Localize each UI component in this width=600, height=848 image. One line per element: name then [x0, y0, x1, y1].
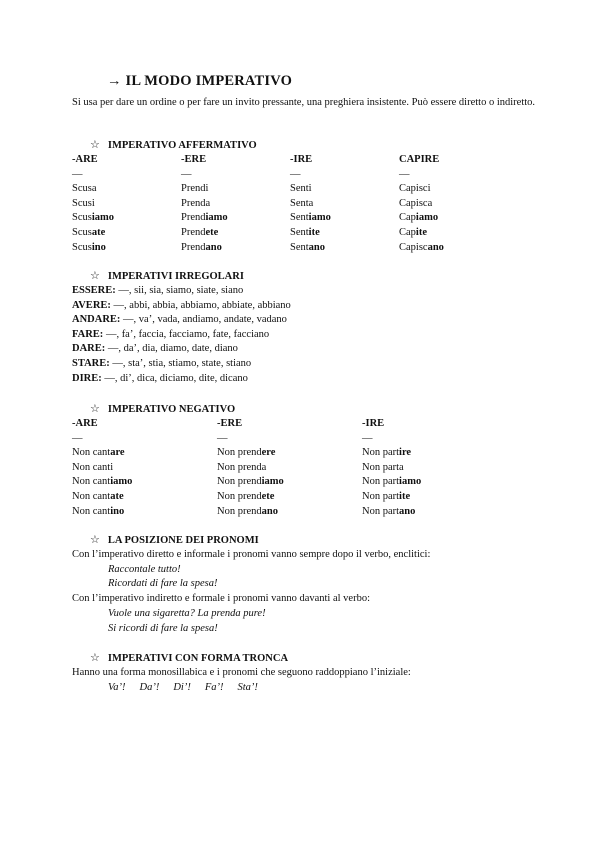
tronca-form: Da’!: [139, 681, 160, 693]
cell-stem: Non cant: [72, 476, 111, 488]
verb-forms: —, fa’, faccia, facciamo, fate, facciano: [103, 328, 270, 340]
star-icon: ☆: [90, 403, 100, 415]
cell-stem: Scus: [72, 212, 92, 224]
column-header: -IRE: [290, 154, 313, 165]
table-row: [72, 461, 542, 476]
cell-ending: ete: [205, 226, 219, 238]
cell-ending: ino: [91, 241, 106, 253]
column-header: -IRE: [362, 418, 385, 429]
cell-ending: iamo: [261, 476, 284, 488]
table-cell: [362, 461, 507, 476]
table-cell: [362, 475, 507, 490]
section-negativo: [72, 402, 542, 519]
tronca-forms: [72, 681, 542, 696]
cell-ending: ite: [415, 226, 427, 238]
table-cell: [72, 461, 217, 476]
cell-stem: Non cant: [72, 490, 111, 502]
example-text: Vuole una sigaretta? La prenda pure!: [108, 607, 266, 619]
cell-stem: Capisc: [399, 241, 428, 253]
cell-stem: Non part: [362, 447, 400, 459]
table-row: [72, 182, 542, 197]
rule-text: Hanno una forma monosillabica e i pronomi che seguono raddoppiano l’iniziale:: [72, 667, 411, 678]
table-cell: [362, 490, 507, 505]
table-row: [72, 226, 542, 241]
table-cell: [72, 446, 217, 461]
cell-stem: Senti: [290, 183, 312, 195]
table-cell: [290, 182, 399, 197]
star-icon: ☆: [90, 270, 100, 282]
cell-ending: ino: [110, 505, 125, 517]
cell-stem: Non parta: [362, 461, 404, 473]
verb-forms: —, di’, dica, diciamo, dite, dicano: [101, 372, 248, 384]
dash-cell: —: [362, 432, 373, 444]
cell-stem: Prend: [181, 241, 206, 253]
cell-stem: Sent: [290, 226, 309, 238]
cell-stem: Scusa: [72, 183, 97, 195]
table-cell: [399, 197, 508, 212]
rule-text: Con l’imperativo indiretto e formale i pronomi vanno davanti al verbo:: [72, 593, 371, 605]
irregular-item: [72, 357, 542, 372]
table-cell: [217, 446, 362, 461]
table-row: [72, 505, 542, 520]
table-cell: [217, 475, 362, 490]
irregular-item: [72, 284, 542, 299]
table-body: [72, 182, 542, 255]
cell-ending: iamo: [110, 476, 133, 488]
table-cell: [217, 490, 362, 505]
table-cell: [72, 211, 181, 226]
table-header-row: [72, 153, 542, 168]
table-cell: [399, 241, 508, 256]
table-body: [72, 446, 542, 519]
cell-stem: Prend: [181, 212, 206, 224]
cell-ending: iamo: [205, 212, 228, 224]
verb-name: ESSERE:: [72, 285, 116, 296]
cell-ending: iamo: [415, 212, 439, 224]
table-cell: [362, 446, 507, 461]
cell-stem: Sent: [290, 212, 309, 224]
irregular-item: [72, 342, 542, 357]
page-title: → IL MODO IMPERATIVO: [107, 73, 293, 89]
table-row: [72, 475, 542, 490]
table-cell: [181, 211, 290, 226]
table-cell: [290, 241, 399, 256]
tronca-form: Di’!: [173, 681, 191, 693]
section-heading: [72, 269, 542, 284]
table-row: [72, 490, 542, 505]
cell-ending: ano: [427, 241, 444, 253]
tronca-form: Va’!: [108, 681, 126, 693]
cell-ending: are: [110, 447, 125, 459]
cell-ending: ano: [261, 505, 278, 517]
table-cell: [72, 505, 217, 520]
verb-forms: —, abbi, abbia, abbiamo, abbiate, abbiano: [110, 299, 291, 311]
verb-name: DIRE:: [72, 372, 102, 384]
table-cell: [72, 241, 181, 256]
verb-name: DARE:: [72, 343, 106, 355]
table-cell: [290, 211, 399, 226]
dash-cell: —: [399, 168, 410, 180]
table-cell: [181, 182, 290, 197]
column-header: CAPIRE: [399, 154, 440, 165]
verb-forms: —, sii, sia, siamo, siate, siano: [115, 285, 244, 296]
irregular-list: [72, 284, 542, 386]
cell-ending: ano: [399, 505, 416, 517]
section-heading: [72, 533, 542, 548]
cell-ending: ate: [91, 226, 106, 238]
star-icon: ☆: [90, 652, 100, 664]
dash-cell: —: [290, 168, 301, 180]
verb-forms: —, da’, dia, diamo, date, diano: [105, 343, 238, 355]
tronca-form: Sta’!: [237, 681, 258, 693]
cell-ending: ite: [308, 226, 320, 238]
table-cell: [399, 211, 508, 226]
section-heading: [72, 138, 542, 153]
cell-stem: Non prend: [217, 490, 262, 502]
section-heading: [72, 402, 542, 417]
verb-forms: —, va’, vada, andiamo, andate, vadano: [120, 314, 287, 326]
table-row: [72, 446, 542, 461]
table-cell: [181, 226, 290, 241]
cell-stem: Capisci: [399, 183, 431, 195]
table-cell: [217, 505, 362, 520]
intro-paragraph: Si usa per dare un ordine o per fare un invito pressante, una preghiera insistente. Può essere diretto o indiretto.: [72, 97, 536, 108]
column-header: -ERE: [181, 154, 207, 165]
heading-text: IMPERATIVO AFFERMATIVO: [107, 140, 257, 151]
cell-ending: iamo: [308, 212, 331, 224]
section-affermativo: [72, 138, 542, 255]
dash-cell: —: [181, 168, 192, 180]
heading-text: IMPERATIVI IRREGOLARI: [107, 271, 244, 282]
table-cell: [181, 241, 290, 256]
cell-ending: iamo: [399, 476, 422, 488]
example-text: Ricordati di fare la spesa!: [108, 578, 218, 590]
column-header: -ARE: [72, 418, 98, 429]
cell-stem: Non part: [362, 505, 400, 517]
cell-stem: Non prenda: [217, 461, 267, 473]
verb-name: STARE:: [72, 357, 110, 369]
column-header: -ARE: [72, 154, 98, 165]
heading-text: IMPERATIVI CON FORMA TRONCA: [107, 653, 289, 664]
cell-stem: Capisca: [399, 197, 433, 209]
cell-stem: Scus: [72, 241, 92, 253]
example-text: Si ricordi di fare la spesa!: [108, 622, 218, 634]
dash-row: [72, 432, 542, 447]
table-row: [72, 197, 542, 212]
tronca-form: Fa’!: [204, 681, 224, 693]
verb-forms: —, sta’, stia, stiamo, state, stiano: [109, 357, 252, 369]
table-cell: [362, 505, 507, 520]
table-cell: [399, 182, 508, 197]
section-posizione: [72, 533, 542, 636]
heading-text: IMPERATIVO NEGATIVO: [107, 404, 236, 415]
table-cell: [290, 226, 399, 241]
cell-stem: Senta: [290, 197, 314, 209]
cell-stem: Non cant: [72, 505, 111, 517]
table-cell: [72, 182, 181, 197]
cell-stem: Non prend: [217, 476, 262, 488]
cell-stem: Non part: [362, 476, 400, 488]
column-header: -ERE: [217, 418, 243, 429]
cell-stem: Scusi: [72, 197, 95, 209]
table-header-row: [72, 417, 542, 432]
irregular-item: [72, 299, 542, 314]
table-cell: [399, 226, 508, 241]
cell-stem: Non canti: [72, 461, 114, 473]
cell-stem: Non cant: [72, 447, 111, 459]
cell-stem: Sent: [290, 241, 309, 253]
star-icon: ☆: [90, 139, 100, 151]
dash-row: [72, 168, 542, 183]
dash-cell: —: [72, 432, 83, 444]
verb-name: ANDARE:: [72, 314, 121, 326]
table-cell: [72, 475, 217, 490]
dash-cell: —: [72, 168, 83, 180]
table-cell: [217, 461, 362, 476]
rule-text: Con l’imperativo diretto e informale i pronomi vanno sempre dopo il verbo, enclitici:: [72, 549, 431, 560]
section-heading: [72, 651, 542, 666]
irregular-item: [72, 372, 542, 387]
heading-text: LA POSIZIONE DEI PRONOMI: [107, 535, 259, 546]
example-text: Raccontale tutto!: [108, 563, 181, 575]
section-irregolari: [72, 269, 542, 386]
dash-cell: —: [217, 432, 228, 444]
table-cell: [181, 197, 290, 212]
cell-ending: iamo: [91, 212, 115, 224]
cell-ending: ire: [399, 447, 412, 459]
cell-ending: ere: [261, 447, 276, 459]
cell-stem: Non prend: [217, 447, 262, 459]
table-cell: [290, 197, 399, 212]
cell-ending: ete: [261, 490, 275, 502]
table-row: [72, 241, 542, 256]
irregular-item: [72, 328, 542, 343]
cell-stem: Prend: [181, 226, 206, 238]
cell-ending: ite: [399, 490, 411, 502]
cell-stem: Prendi: [181, 183, 209, 195]
cell-stem: Cap: [399, 212, 416, 224]
cell-stem: Scus: [72, 226, 92, 238]
table-cell: [72, 226, 181, 241]
irregular-item: [72, 313, 542, 328]
section-tronca: [72, 651, 542, 695]
star-icon: ☆: [90, 534, 100, 546]
cell-stem: Non prend: [217, 505, 262, 517]
cell-stem: Non part: [362, 490, 400, 502]
cell-ending: ano: [205, 241, 222, 253]
table-cell: [72, 490, 217, 505]
cell-ending: ate: [110, 490, 124, 502]
verb-name: AVERE:: [72, 299, 111, 311]
verb-name: FARE:: [72, 328, 104, 340]
table-cell: [72, 197, 181, 212]
cell-ending: ano: [308, 241, 326, 253]
table-row: [72, 211, 542, 226]
cell-stem: Prenda: [181, 197, 211, 209]
cell-stem: Cap: [399, 226, 416, 238]
